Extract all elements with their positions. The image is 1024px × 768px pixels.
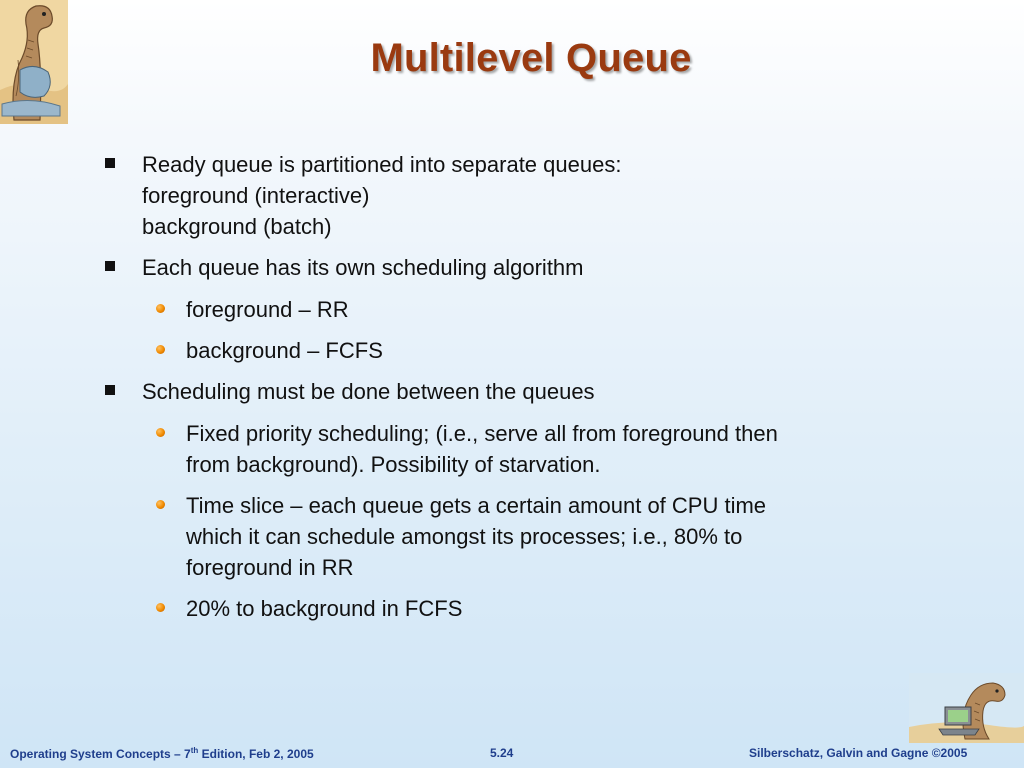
bullet-text: foreground – RR (186, 297, 349, 322)
page-number: 5.24 (490, 746, 514, 760)
bullet-text: Fixed priority scheduling; (i.e., serve all from foreground then (186, 421, 778, 446)
square-bullet-icon (105, 261, 115, 271)
bullet-text: background – FCFS (186, 338, 383, 363)
bullet-text: from background). Possibility of starvation. (186, 452, 601, 477)
list-item (186, 490, 766, 583)
list-item (142, 252, 584, 283)
footer-course-text: Operating System Concepts – 7 (10, 747, 191, 761)
slide-title: Multilevel Queue (370, 36, 692, 80)
list-item (186, 294, 349, 325)
footer-edition-text: Edition, Feb 2, 2005 (198, 747, 314, 761)
list-item (142, 376, 595, 407)
bullet-text: background (batch) (142, 214, 332, 239)
footer-course-title (10, 746, 314, 761)
circle-bullet-icon (156, 603, 165, 612)
list-item (186, 335, 383, 366)
bullet-text: foreground in RR (186, 555, 354, 580)
footer-edition-sup: th (190, 746, 199, 755)
square-bullet-icon (105, 385, 115, 395)
bullet-text: Ready queue is partitioned into separate queues: (142, 152, 622, 177)
bullet-text: 20% to background in FCFS (186, 596, 463, 621)
list-item (186, 418, 778, 480)
list-item (186, 593, 462, 624)
circle-bullet-icon (156, 428, 165, 437)
bullet-text: foreground (interactive) (142, 183, 370, 208)
bullet-text: Time slice – each queue gets a certain amount of CPU time (186, 493, 767, 518)
circle-bullet-icon (156, 500, 165, 509)
footer-copyright: Silberschatz, Galvin and Gagne ©2005 (749, 746, 968, 760)
square-bullet-icon (105, 158, 115, 168)
circle-bullet-icon (156, 304, 165, 313)
list-item (142, 149, 621, 242)
bullet-text: Scheduling must be done between the queues (142, 379, 595, 404)
bullet-text: which it can schedule amongst its processes; i.e., 80% to (186, 524, 743, 549)
circle-bullet-icon (156, 345, 165, 354)
dinosaur-computer-logo-icon (909, 673, 1024, 743)
bullet-text: Each queue has its own scheduling algorithm (142, 255, 584, 280)
